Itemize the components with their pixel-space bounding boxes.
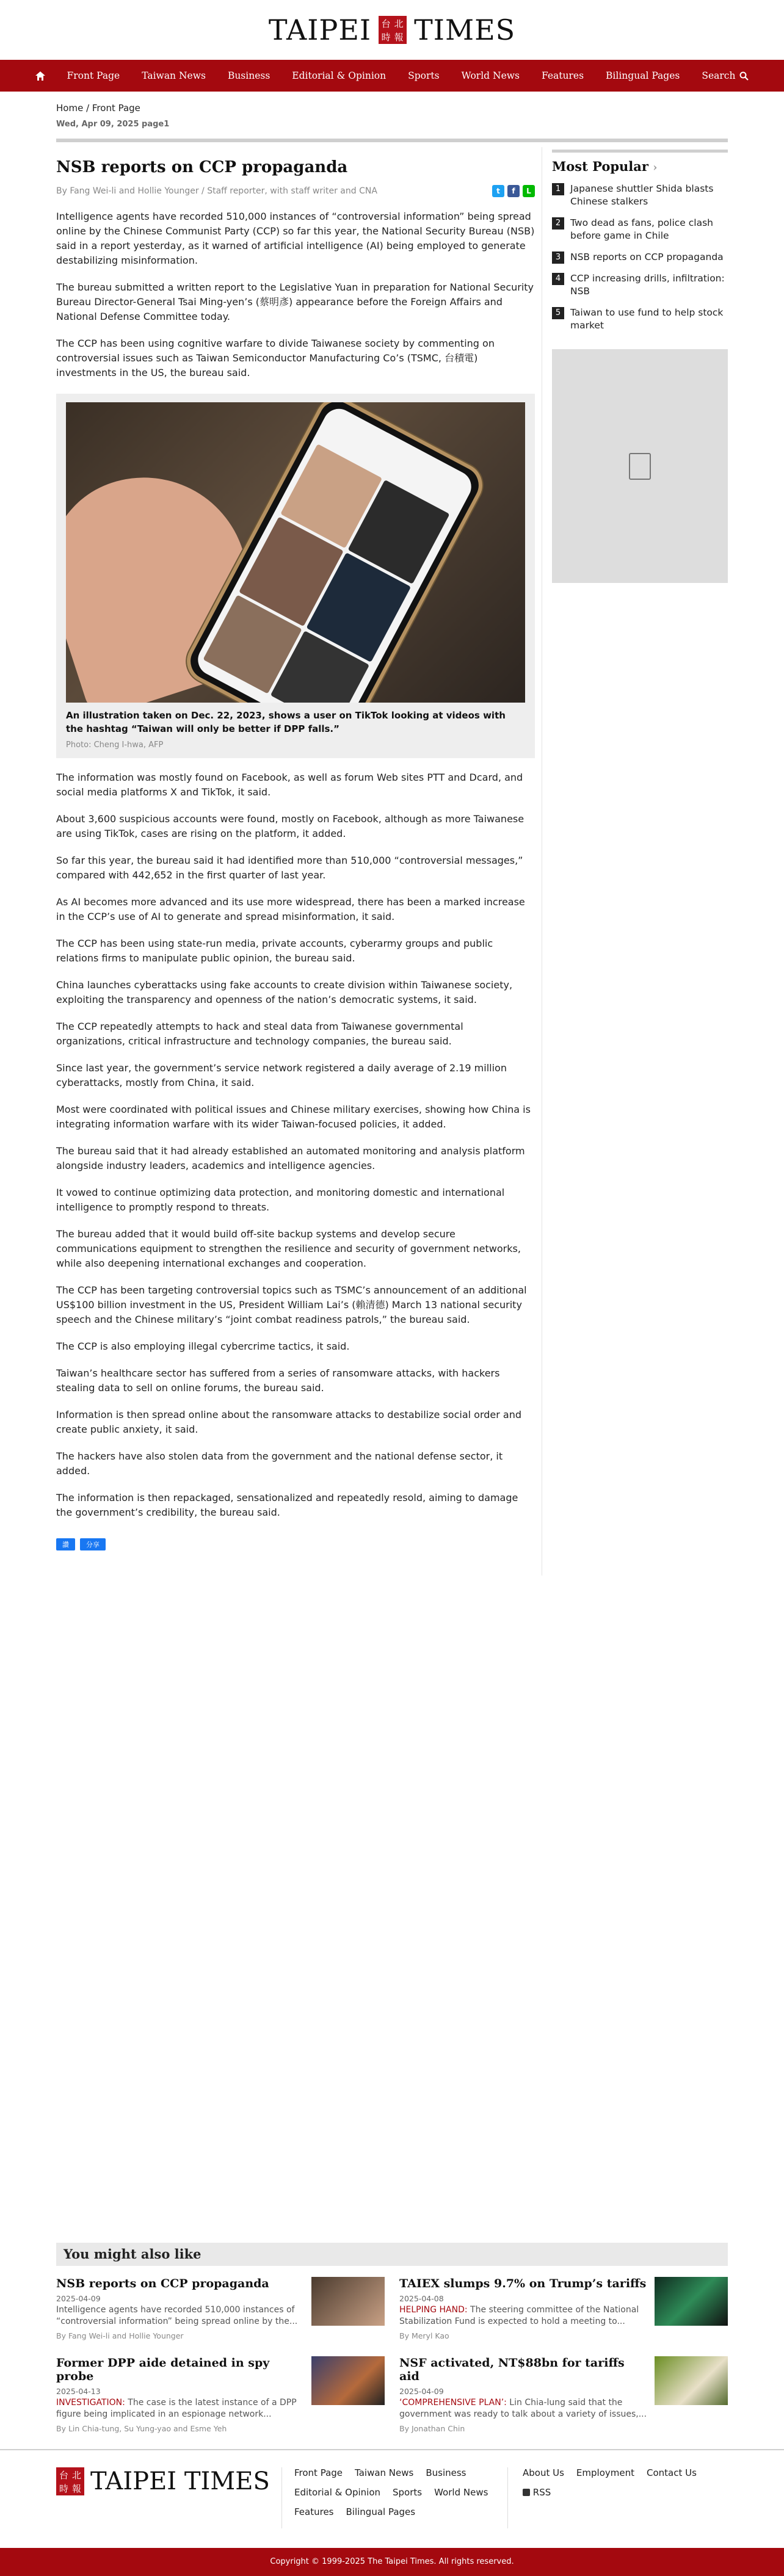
article-paragraph: As AI becomes more advanced and its use more widespread, there has been a marked increase in the CCP’s use of AI to generate and spread misinformation, it said. bbox=[56, 896, 525, 922]
article-photo bbox=[56, 394, 535, 758]
photo-credit: Photo: Cheng I-hwa, AFP bbox=[66, 740, 164, 750]
article-paragraph: So far this year, the bureau said it had identified more than 510,000 “controversial messages,” compared with 442,652 in the first quarter of last year. bbox=[56, 855, 523, 881]
nav-world-news[interactable]: World News bbox=[461, 70, 520, 81]
nav-front-page[interactable]: Front Page bbox=[67, 70, 120, 81]
related-articles bbox=[56, 2243, 728, 2433]
footer-link[interactable]: About Us bbox=[523, 2467, 564, 2478]
footer-info-links bbox=[508, 2467, 710, 2528]
footer-link[interactable]: Front Page bbox=[294, 2467, 343, 2478]
article-paragraph: Since last year, the government’s service network registered a daily average of 2.19 million cyberattacks, mostly from China, it said. bbox=[56, 1062, 507, 1088]
most-popular-item[interactable]: 1 Japanese shuttler Shida blasts Chinese stalkers bbox=[552, 183, 728, 208]
article-paragraph: The CCP is also employing illegal cybercrime tactics, it said. bbox=[56, 1340, 350, 1352]
logo-seal: 台 北 時 報 bbox=[379, 16, 407, 44]
facebook-share-button[interactable]: 分享 bbox=[80, 1538, 106, 1550]
thumbnail-image[interactable] bbox=[655, 2356, 728, 2405]
footer-link[interactable]: Bilingual Pages bbox=[346, 2506, 416, 2517]
related-card[interactable]: NSB reports on CCP propaganda 2025-04-09 Intelligence agents have recorded 510,000 instances of “controversial information” being spread online by the... By Fang Wei-li and Hollie Younger bbox=[56, 2277, 385, 2340]
breadcrumb-section[interactable]: Front Page bbox=[92, 103, 140, 114]
main-nav bbox=[0, 60, 784, 92]
article-paragraph: The bureau said that it had already established an automated monitoring and analysis platform alongside industry leaders, academics and intelligence agencies. bbox=[56, 1145, 525, 1171]
related-title: You might also like bbox=[56, 2243, 728, 2266]
footer-link[interactable]: Business bbox=[426, 2467, 466, 2478]
footer-link[interactable]: Sports bbox=[393, 2487, 423, 2498]
copyright: Copyright © 1999-2025 The Taipei Times. All rights reserved. bbox=[0, 2548, 784, 2576]
ad-placeholder bbox=[552, 349, 728, 583]
article-paragraph: About 3,600 suspicious accounts were found, mostly on Facebook, although as more Taiwanese are using TikTok, cases are rising on the platform, it added. bbox=[56, 813, 524, 839]
thumbnail-image[interactable] bbox=[311, 2356, 385, 2405]
dateline: Wed, Apr 09, 2025 page1 bbox=[56, 120, 170, 129]
home-icon[interactable] bbox=[24, 71, 56, 81]
site-footer bbox=[0, 2449, 784, 2528]
most-popular-item[interactable]: 5 Taiwan to use fund to help stock market bbox=[552, 306, 728, 332]
breadcrumb: Home / Front Page bbox=[56, 103, 140, 114]
search-icon bbox=[739, 71, 749, 81]
article-paragraph: The information is then repackaged, sensationalized and repeatedly resold, aiming to damage the government’s credibility, the bureau said. bbox=[56, 1492, 518, 1518]
article-paragraph: The information was mostly found on Facebook, as well as forum Web sites PTT and Dcard, and social media platforms X and TikTok, it said. bbox=[56, 772, 523, 798]
nav-bilingual-pages[interactable]: Bilingual Pages bbox=[606, 70, 680, 81]
most-popular-title[interactable]: Most Popular › bbox=[552, 159, 658, 174]
most-popular-item[interactable]: 4 CCP increasing drills, infiltration: NSB bbox=[552, 272, 728, 298]
nav-search[interactable]: Search bbox=[691, 70, 760, 81]
most-popular-item[interactable]: 3 NSB reports on CCP propaganda bbox=[552, 251, 728, 264]
tiktok-phone-image[interactable] bbox=[66, 402, 525, 703]
article-title: NSB reports on CCP propaganda bbox=[56, 158, 348, 176]
rss-icon bbox=[523, 2489, 530, 2496]
site-header bbox=[0, 0, 784, 60]
article-paragraph: The CCP has been using state-run media, private accounts, cyberarmy groups and public relations firms to manipulate public opinion, the bureau said. bbox=[56, 938, 493, 964]
sidebar bbox=[542, 147, 728, 1576]
footer-logo[interactable]: 台 北 時 報 TAIPEI TIMES bbox=[56, 2467, 282, 2528]
nav-business[interactable]: Business bbox=[227, 70, 270, 81]
chevron-right-icon: › bbox=[653, 161, 658, 174]
footer-section-links bbox=[282, 2467, 508, 2528]
logo-left-text: TAIPEI bbox=[268, 13, 372, 46]
related-card[interactable]: TAIEX slumps 9.7% on Trump’s tariffs 2025-04-08 HELPING HAND: The steering committee of the National Stabilization Fund is expected to hold a meeting to... By Meryl Kao bbox=[399, 2277, 728, 2340]
divider bbox=[56, 139, 728, 142]
article-paragraph: Information is then spread online about the ransomware attacks to destabilize social order and create public anxiety, it said. bbox=[56, 1409, 522, 1435]
thumbnail-image[interactable] bbox=[655, 2277, 728, 2326]
twitter-icon[interactable]: t bbox=[492, 185, 504, 197]
article-paragraph: The CCP repeatedly attempts to hack and steal data from Taiwanese governmental organizations, critical infrastructure and technology companies, the bureau said. bbox=[56, 1021, 463, 1047]
nav-taiwan-news[interactable]: Taiwan News bbox=[142, 70, 206, 81]
article-paragraph: The CCP has been targeting controversial topics such as TSMC’s announcement of an additional US$100 billion investment in the US, President William Lai’s (賴清德) March 13 national security speech and the Chinese military’s “joint combat readiness patrols,” the bureau said. bbox=[56, 1284, 527, 1325]
related-card[interactable]: Former DPP aide detained in spy probe 2025-04-13 INVESTIGATION: The case is the latest instance of a DPP figure being implicated in an espionage network... By Lin Chia-tung, Su Yung-yao and Esme Yeh bbox=[56, 2356, 385, 2433]
article-paragraph: The hackers have also stolen data from the government and the national defense sector, it added. bbox=[56, 1450, 503, 1477]
broken-image-icon bbox=[629, 453, 651, 480]
nav-editorial-opinion[interactable]: Editorial & Opinion bbox=[292, 70, 387, 81]
site-logo[interactable] bbox=[269, 13, 515, 46]
article-paragraph: It vowed to continue optimizing data protection, and monitoring domestic and international intelligence to promptly respond to threats. bbox=[56, 1187, 505, 1213]
line-icon[interactable]: L bbox=[523, 185, 535, 197]
share-icons bbox=[492, 185, 535, 197]
article-paragraph: The bureau added that it would build off-site backup systems and develop secure communications equipment to strengthen the resilience and security of government networks, while also deepening international exchanges and cooperation. bbox=[56, 1228, 521, 1269]
facebook-icon[interactable]: f bbox=[507, 185, 520, 197]
article-paragraph: Intelligence agents have recorded 510,000 instances of “controversial information” being spread online by the Chinese Communist Party (CCP) so far this year, the National Security Bureau (NSB) said in a report yesterday, as it warned of artificial intelligence (AI) being employed to generate destabilizing misinformation. bbox=[56, 211, 535, 266]
photo-caption: An illustration taken on Dec. 22, 2023, shows a user on TikTok looking at videos with the hashtag “Taiwan will only be better if DPP falls.” bbox=[66, 710, 506, 734]
article-byline: By Fang Wei-li and Hollie Younger / Staff reporter, with staff writer and CNA bbox=[56, 186, 377, 196]
social-buttons bbox=[56, 1538, 535, 1550]
footer-link[interactable]: Employment bbox=[576, 2467, 634, 2478]
facebook-like-button[interactable]: 讚 bbox=[56, 1538, 75, 1550]
footer-link[interactable]: Taiwan News bbox=[355, 2467, 414, 2478]
article-paragraph: China launches cyberattacks using fake accounts to create division within Taiwanese society, exploiting the transparency and openness of the nation’s democratic systems, it said. bbox=[56, 979, 513, 1005]
footer-link[interactable]: Contact Us bbox=[646, 2467, 697, 2478]
most-popular-item[interactable]: 2 Two dead as fans, police clash before game in Chile bbox=[552, 217, 728, 242]
logo-right-text: TIMES bbox=[414, 13, 516, 46]
article-paragraph: The CCP has been using cognitive warfare to divide Taiwanese society by commenting on controversial issues such as Taiwan Semiconductor Manufacturing Co’s (TSMC, 台積電) investments in the US, the bureau said. bbox=[56, 338, 495, 378]
article-paragraph: The bureau submitted a written report to the Legislative Yuan in preparation for National Security Bureau Director-General Tsai Ming-yen’s (蔡明彥) appearance before the Foreign Affairs and National Defense Committee today. bbox=[56, 281, 534, 322]
thumbnail-image[interactable] bbox=[311, 2277, 385, 2326]
article bbox=[56, 147, 535, 1576]
footer-link[interactable]: World News bbox=[434, 2487, 488, 2498]
article-paragraph: Most were coordinated with political issues and Chinese military exercises, showing how China is integrating information warfare with its wider Taiwan-focused policies, it added. bbox=[56, 1104, 531, 1130]
nav-features[interactable]: Features bbox=[541, 70, 584, 81]
footer-link[interactable]: Editorial & Opinion bbox=[294, 2487, 381, 2498]
nav-sports[interactable]: Sports bbox=[408, 70, 440, 81]
related-card[interactable]: NSF activated, NT$88bn for tariffs aid 2025-04-09 ‘COMPREHENSIVE PLAN’: Lin Chia-lung said that the government was ready to talk about a variety of issues,... By Jonathan Chin bbox=[399, 2356, 728, 2433]
breadcrumb-home[interactable]: Home bbox=[56, 103, 84, 114]
rss-link[interactable]: RSS bbox=[523, 2487, 710, 2498]
footer-link[interactable]: Features bbox=[294, 2506, 334, 2517]
article-paragraph: Taiwan’s healthcare sector has suffered from a series of ransomware attacks, with hackers stealing data to sell on online forums, the bureau said. bbox=[56, 1367, 500, 1394]
